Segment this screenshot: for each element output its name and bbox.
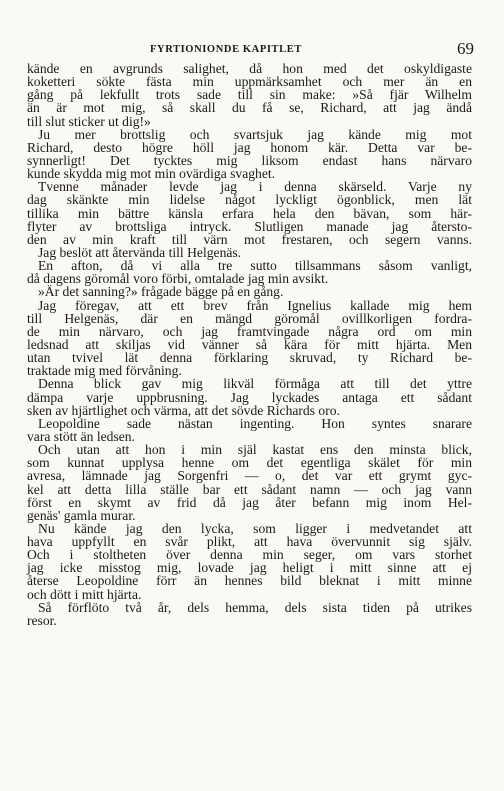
text-line: kel att detta lilla ställe bar ett sådant namn — och jag vann <box>27 481 472 497</box>
text-line: Denna blick gav mig likväl förmåga att till det yttre <box>38 376 472 392</box>
text-line: jag icke misstog mig, lovade jag heligt i mitt sinne att ej <box>27 560 472 576</box>
text-line: En afton, då vi alla tre sutto tillsammans såsom vanligt, <box>38 258 472 274</box>
text-line: utan tvivel lät denna förklaring skruvad, ty Richard be- <box>27 350 472 366</box>
page-number: 69 <box>457 39 474 58</box>
text-line: sken av hjärtlighet och värma, att det sövde Richards oro. <box>27 402 340 418</box>
text-line: Jag beslöt att återvända till Helgenäs. <box>38 244 242 260</box>
text-line: än är mot mig, så skall du få se, Richard, att jag ändå <box>27 100 472 116</box>
text-line: Jag föregav, att ett brev från Ignelius kallade mig hem <box>38 297 472 313</box>
text-line: tillika min bättre känsla erfara hela den bävan, som här- <box>27 205 472 221</box>
text-line: avresa, lämnade jag Sorgenfri — o, det var ett grymt gyc- <box>27 468 472 484</box>
text-line: återse Leopoldine förr än hennes bild bleknat i mitt minne <box>27 573 472 589</box>
text-line: kunde skydda mig mot min ovärdiga svaghet. <box>27 166 276 182</box>
text-line: Tvenne månader levde jag i denna skärseld. Varje ny <box>38 179 472 195</box>
text-line: vara stött än ledsen. <box>27 428 135 444</box>
text-line: Richard, desto högre höll jag honom kär. Detta var be- <box>27 139 472 155</box>
text-line: gång på lekfullt trots sade till sin make: »Så fjär Wilhelm <box>27 87 472 103</box>
text-line: dämpa varje uppbrusning. Jag lyckades antaga ett sådant <box>27 389 472 405</box>
text-line: hava uppfyllt en svår plikt, att hava övervunnit sig själv. <box>27 534 472 550</box>
text-line: resor. <box>27 612 57 628</box>
text-line: dag skänkte min lidelse något lyckligt ögonblick, men lät <box>27 192 472 208</box>
text-line: Leopoldine sade nästan ingenting. Hon syntes snarare <box>38 415 472 431</box>
body-text <box>27 62 472 627</box>
text-line: kände en avgrunds salighet, då hon med det oskyldigaste <box>27 61 472 76</box>
text-line: koketteri sökte fästa min uppmärksamhet och mer än en <box>27 74 472 90</box>
text-line: synnerligt! Det tycktes mig liksom endast hans närvaro <box>27 152 472 168</box>
text-line: Nu kände jag den lycka, som ligger i medvetandet att <box>38 520 472 536</box>
text-line: först en skymt av frid då jag åter befann mig inom Hel- <box>27 494 472 510</box>
text-line: traktade mig med förvåning. <box>27 363 182 379</box>
text-line: till Helgenäs, där en mängd göromål ovillkorligen fordra- <box>27 310 472 326</box>
text-line: då dagens göromål voro förbi, omtalade jag min avsikt. <box>27 271 329 287</box>
text-line: den av min kraft till värn mot frestaren, och segern vanns. <box>27 231 472 247</box>
text-line: genäs' gamla murar. <box>27 507 136 523</box>
text-line: Så förflöto två år, dels hemma, dels sista tiden på utrikes <box>38 599 472 615</box>
text-line: »Är det sanning?» frågade bägge på en gång. <box>38 284 284 300</box>
text-line: Och i stoltheten över denna min seger, om vars storhet <box>27 547 472 563</box>
text-line: ledsnad att skiljas vid vänner så kära för mitt hjärta. Men <box>27 336 472 352</box>
text-line: de min närvaro, och jag framtvingade några ord om min <box>27 323 472 339</box>
text-line: Ju mer brottslig och svartsjuk jag kände mig mot <box>38 126 472 142</box>
running-head: FYRTIONIONDE KAPITLET <box>150 44 302 55</box>
text-line: Och utan att hon i min själ kastat ens den minsta blick, <box>38 442 472 458</box>
text-line: som kunnat upplysa henne om det egentliga skälet för min <box>27 455 472 471</box>
text-line: till slut sticker ut dig!» <box>27 113 151 129</box>
text-line: flyter av brottsliga intryck. Slutligen manade jag återsto- <box>27 218 472 234</box>
text-line: och dött i mitt hjärta. <box>27 586 142 602</box>
